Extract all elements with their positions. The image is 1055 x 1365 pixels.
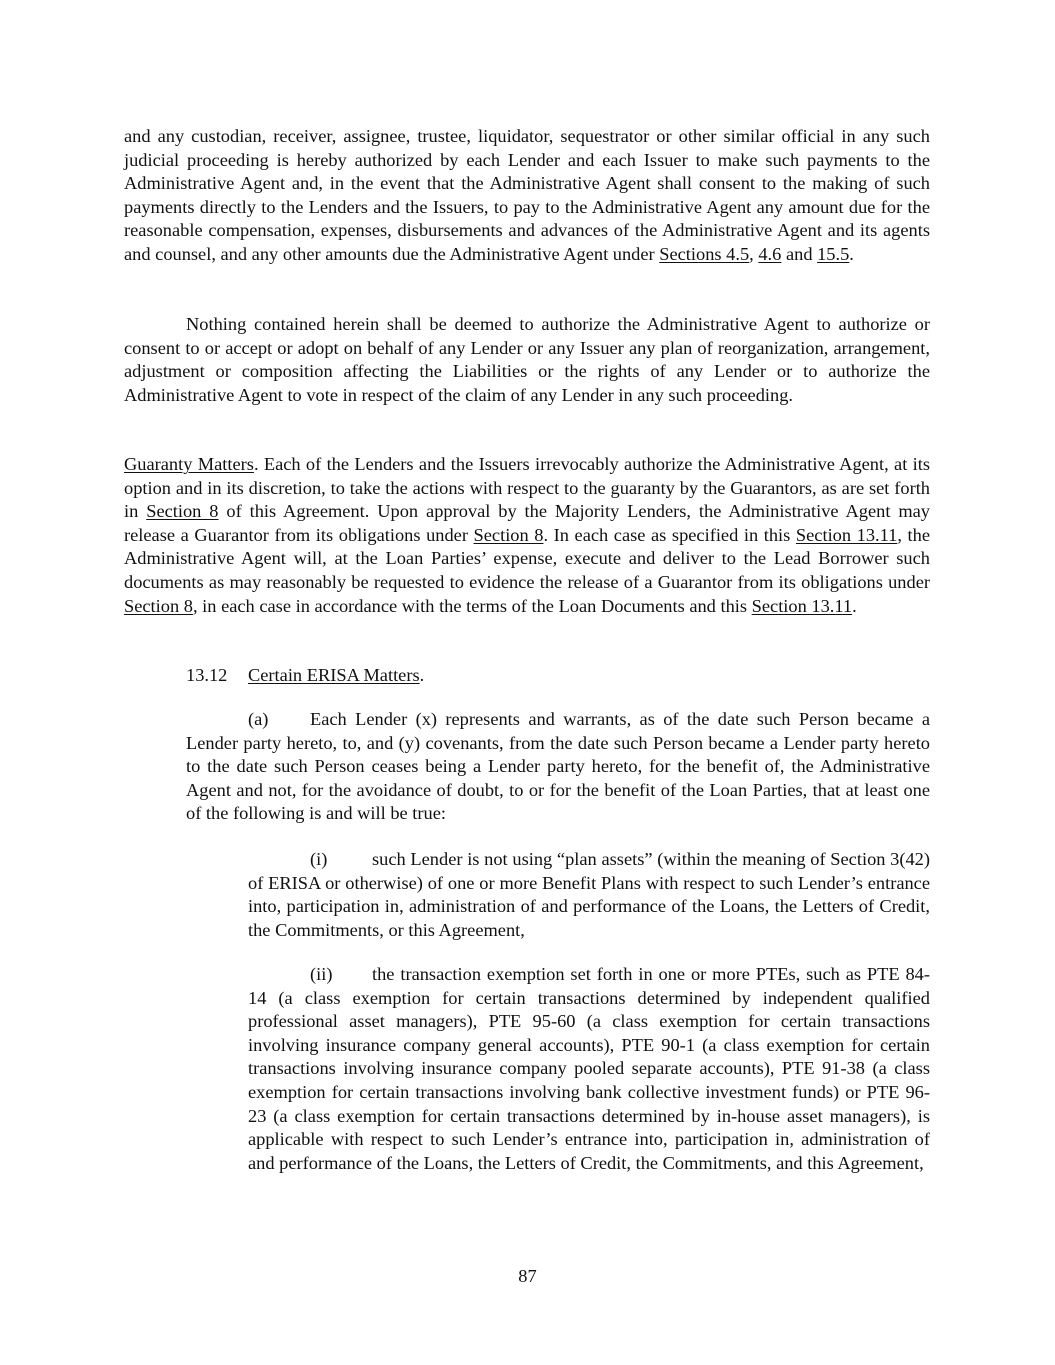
clause-i-label: (i): [310, 849, 328, 869]
section-ref-4-6: 4.6: [758, 243, 782, 264]
section-heading-13-12: 13.12 Certain ERISA Matters.: [186, 664, 930, 688]
clause-a: [186, 708, 930, 826]
clause-a-text: Each Lender (x) represents and warrants, as of the date such Person became a Lender party hereto, to, and (y) covenants, from the date such Person became a Lender party hereto to the date such Person ceases being a Lender party hereto, for the benefit of, the Administrative Agent and not, for the avoidance of doubt, to or for the benefit of the Loan Parties, that at least one of the following is and will be true:: [186, 709, 930, 824]
section-ref-13-11: Section 13.11: [751, 595, 853, 616]
clause-ii-text: the transaction exemption set forth in one or more PTEs, such as PTE 84-14 (a class exemption for certain transactions determined by independent qualified professional asset managers), PTE 95-60 (a class exemption for certain transactions involving insurance company general accounts), PTE 90-1 (a class exemption for certain transactions involving insurance company pooled separate accounts), PTE 91-38 (a class exemption for certain transactions involving bank collective investment funds) or PTE 96-23 (a class exemption for certain transactions determined by in-house asset managers), is applicable with respect to such Lender’s entrance into, participation in, administration of and performance of the Loans, the Letters of Credit, the Commitments, and this Agreement,: [248, 964, 930, 1173]
section-ref-8: Section 8: [473, 524, 544, 545]
para1-text: and any custodian, receiver, assignee, trustee, liquidator, sequestrator or other similar official in any such judicial proceeding is hereby authorized by each Lender and each Issuer to make such payments to the Administrative Agent and, in the event that the Administrative Agent shall consent to the making of such payments directly to the Lenders and the Issuers, to pay to the Administrative Agent any amount due for the reasonable compensation, expenses, disbursements and advances of the Administrative Agent and its agents and counsel, and any other amounts due the Administrative Agent under: [124, 126, 930, 264]
section-ref-8: Section 8: [146, 501, 219, 522]
section-ref-13-11: Section 13.11: [795, 524, 898, 545]
clause-i: [248, 848, 930, 942]
clause-ii-label: (ii): [310, 964, 333, 984]
section-ref-8: Section 8: [124, 595, 193, 616]
clause-a-label: (a): [248, 709, 269, 729]
page-number: 87: [518, 1266, 537, 1286]
section-ref-15-5: 15.5: [817, 243, 850, 264]
paragraph-nothing-contained: Nothing contained herein shall be deemed to authorize the Administrative Agent to authorize or consent to or accept or adopt on behalf of any Lender or any Issuer any plan of reorganization, arrangement, adjustment or composition affecting the Liabilities or the rights of any Lender or to authorize the Administrative Agent to vote in respect of the claim of any Lender in any such proceeding.: [124, 314, 930, 405]
guaranty-heading: Guaranty Matters: [124, 454, 254, 474]
paragraph-continuation: and any custodian, receiver, assignee, trustee, liquidator, sequestrator or other similar official in any such judicial proceeding is hereby authorized by each Lender and each Issuer to make such payments to the Administrative Agent and, in the event that the Administrative Agent shall consent to the making of such payments directly to the Lenders and the Issuers, to pay to the Administrative Agent any amount due for the reasonable compensation, expenses, disbursements and advances of the Administrative Agent and its agents and counsel, and any other amounts due the Administrative Agent under Sections 4.5, 4.6 and 15.5.: [124, 126, 930, 264]
section-number: 13.12: [186, 665, 228, 685]
paragraph-guaranty-matters: Guaranty Matters. Each of the Lenders and the Issuers irrevocably authorize the Administrative Agent, at its option and in its discretion, to take the actions with respect to the guaranty by the Guarantors, as are set forth in Section 8 of this Agreement. Upon approval by the Majority Lenders, the Administrative Agent may release a Guarantor from its obligations under Section 8. In each case as specified in this Section 13.11, the Administrative Agent will, at the Loan Parties’ expense, execute and deliver to the Lead Borrower such documents as may reasonably be requested to evidence the release of a Guarantor from its obligations under Section 8, in each case in accordance with the terms of the Loan Documents and this Section 13.11.: [124, 454, 930, 616]
clause-ii: [248, 963, 930, 1175]
section-ref-4-5: Sections 4.5: [659, 243, 750, 264]
clause-i-text: such Lender is not using “plan assets” (within the meaning of Section 3(42) of ERISA or otherwise) of one or more Benefit Plans with respect to such Lender’s entrance into, participation in, administration of and performance of the Loans, the Letters of Credit, the Commitments, or this Agreement,: [248, 849, 930, 940]
section-title: Certain ERISA Matters: [248, 665, 420, 685]
